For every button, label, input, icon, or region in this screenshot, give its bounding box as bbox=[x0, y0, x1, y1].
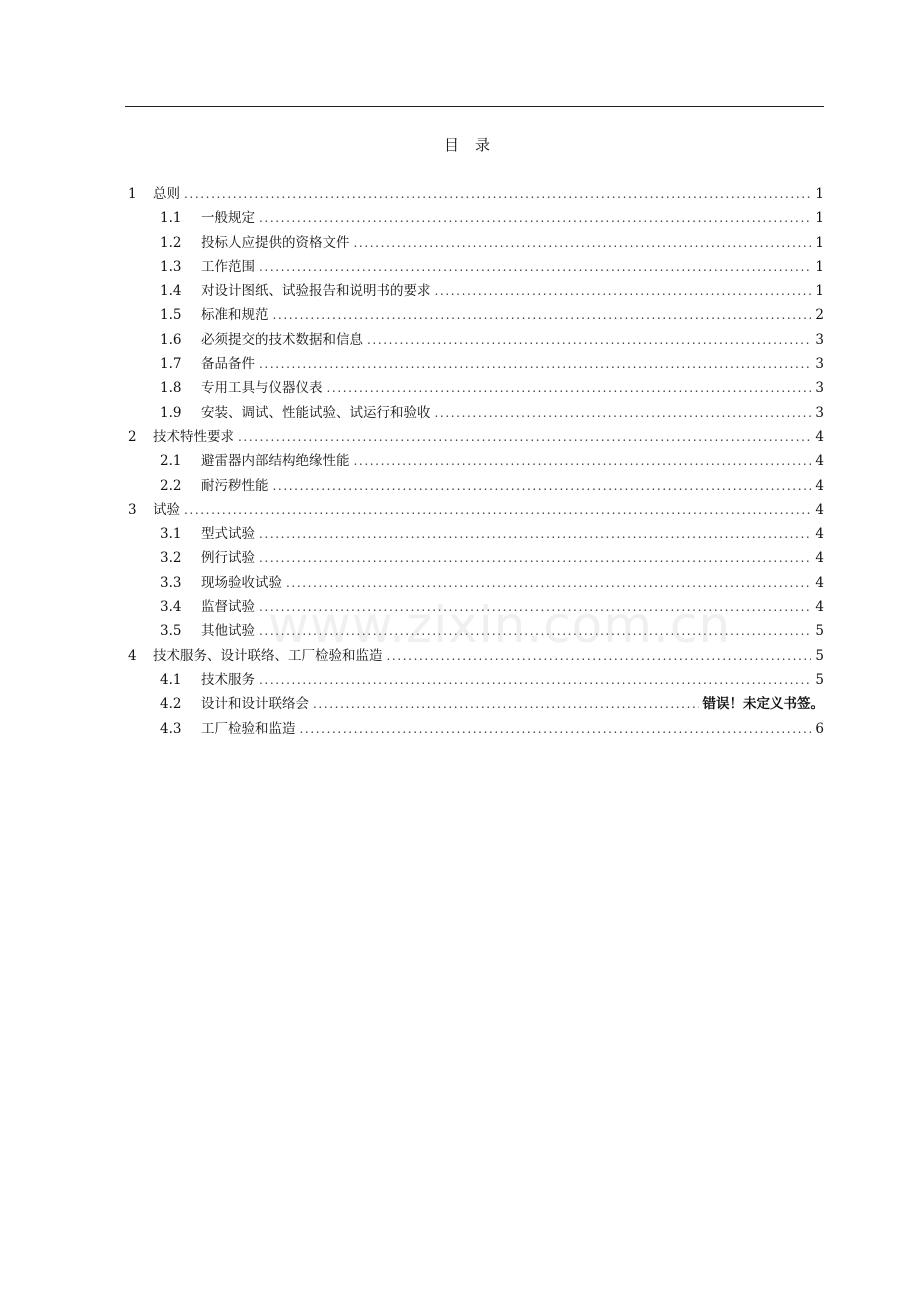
toc-entry[interactable] bbox=[125, 425, 824, 449]
toc-entry-page: 2 bbox=[815, 307, 824, 324]
toc-leader-dots bbox=[259, 668, 811, 692]
toc-leader-dots bbox=[259, 619, 811, 643]
toc-entry-number: 3.1 bbox=[160, 526, 182, 543]
toc-entry-page: 1 bbox=[815, 186, 824, 202]
toc-entry-page: 1 bbox=[815, 283, 824, 300]
toc-leader-dots bbox=[259, 546, 811, 570]
toc-entry[interactable] bbox=[125, 717, 824, 741]
toc-leader-dots bbox=[259, 522, 811, 546]
table-of-contents bbox=[125, 182, 824, 741]
toc-leader-dots bbox=[184, 182, 811, 206]
toc-entry-number: 4 bbox=[128, 647, 137, 664]
toc-leader-dots bbox=[259, 352, 811, 376]
toc-entry-page: 4 bbox=[815, 526, 824, 543]
toc-leader-dots bbox=[354, 231, 812, 255]
toc-leader-dots bbox=[435, 401, 812, 425]
toc-entry[interactable] bbox=[125, 401, 824, 425]
toc-entry-page: 3 bbox=[815, 404, 824, 421]
toc-entry[interactable] bbox=[125, 644, 824, 668]
toc-entry-title: 设计和设计联络会 bbox=[201, 696, 309, 713]
toc-entry-title: 工作范围 bbox=[201, 258, 255, 275]
toc-entry-title: 现场验收试验 bbox=[201, 574, 282, 591]
toc-entry-title: 例行试验 bbox=[201, 550, 255, 567]
toc-entry-page: 4 bbox=[815, 501, 824, 518]
toc-leader-dots bbox=[238, 425, 811, 449]
toc-entry[interactable] bbox=[125, 692, 824, 716]
toc-entry-page: 3 bbox=[815, 331, 824, 348]
toc-entry[interactable] bbox=[125, 231, 824, 255]
toc-entry-page-error: 错误！未定义书签。 bbox=[702, 696, 824, 713]
toc-entry-title: 总则 bbox=[153, 186, 180, 202]
toc-entry-page: 4 bbox=[815, 599, 824, 616]
toc-leader-dots bbox=[259, 206, 811, 230]
toc-entry-title: 耐污秽性能 bbox=[201, 477, 269, 494]
toc-entry-title: 技术服务 bbox=[201, 671, 255, 688]
toc-entry-title: 其他试验 bbox=[201, 623, 255, 640]
toc-leader-dots bbox=[184, 498, 811, 522]
toc-entry-title: 对设计图纸、试验报告和说明书的要求 bbox=[201, 283, 431, 300]
toc-entry[interactable] bbox=[125, 303, 824, 327]
toc-entry[interactable] bbox=[125, 352, 824, 376]
toc-leader-dots bbox=[259, 255, 811, 279]
toc-entry-page: 3 bbox=[815, 356, 824, 373]
toc-entry-title: 安装、调试、性能试验、试运行和验收 bbox=[201, 404, 431, 421]
toc-entry-number: 2 bbox=[128, 428, 137, 445]
toc-entry[interactable] bbox=[125, 595, 824, 619]
toc-entry[interactable] bbox=[125, 668, 824, 692]
toc-entry[interactable] bbox=[125, 498, 824, 522]
toc-leader-dots bbox=[367, 328, 811, 352]
toc-leader-dots bbox=[313, 692, 699, 716]
toc-leader-dots bbox=[435, 279, 812, 303]
toc-entry-number: 1.9 bbox=[160, 404, 182, 421]
toc-entry[interactable] bbox=[125, 474, 824, 498]
toc-entry-page: 1 bbox=[815, 234, 824, 251]
toc-entry-number: 1.2 bbox=[160, 234, 182, 251]
toc-leader-dots bbox=[300, 717, 812, 741]
toc-entry-number: 3.3 bbox=[160, 574, 182, 591]
toc-entry[interactable] bbox=[125, 376, 824, 400]
toc-entry-page: 1 bbox=[815, 258, 824, 275]
toc-entry-number: 4.3 bbox=[160, 720, 182, 737]
toc-leader-dots bbox=[354, 449, 812, 473]
toc-entry-title: 试验 bbox=[153, 501, 180, 518]
toc-entry-page: 6 bbox=[815, 720, 824, 737]
toc-entry[interactable] bbox=[125, 206, 824, 230]
toc-entry-title: 技术服务、设计联络、工厂检验和监造 bbox=[153, 647, 383, 664]
toc-entry-title: 投标人应提供的资格文件 bbox=[201, 234, 350, 251]
toc-entry-number: 3.2 bbox=[160, 550, 182, 567]
toc-entry-title: 技术特性要求 bbox=[153, 428, 234, 445]
toc-entry[interactable] bbox=[125, 571, 824, 595]
toc-entry[interactable] bbox=[125, 522, 824, 546]
toc-leader-dots bbox=[286, 571, 811, 595]
toc-entry-title: 监督试验 bbox=[201, 599, 255, 616]
toc-entry-title: 必须提交的技术数据和信息 bbox=[201, 331, 363, 348]
toc-entry-number: 1.3 bbox=[160, 258, 182, 275]
toc-entry-number: 1.6 bbox=[160, 331, 182, 348]
toc-entry-number: 3.4 bbox=[160, 599, 182, 616]
toc-title: 目录 bbox=[443, 136, 506, 154]
toc-entry[interactable] bbox=[125, 546, 824, 570]
toc-entry-page: 5 bbox=[815, 671, 824, 688]
toc-entry-page: 3 bbox=[815, 380, 824, 397]
toc-leader-dots bbox=[387, 644, 812, 668]
toc-entry-number: 2.1 bbox=[160, 453, 182, 470]
toc-entry-number: 1.8 bbox=[160, 380, 182, 397]
toc-entry[interactable] bbox=[125, 619, 824, 643]
toc-entry-title: 标准和规范 bbox=[201, 307, 269, 324]
toc-entry-page: 4 bbox=[815, 428, 824, 445]
toc-entry-page: 4 bbox=[815, 550, 824, 567]
toc-leader-dots bbox=[259, 595, 811, 619]
toc-entry-number: 2.2 bbox=[160, 477, 182, 494]
toc-leader-dots bbox=[273, 303, 812, 327]
toc-entry-title: 型式试验 bbox=[201, 526, 255, 543]
watermark: www.zixin.com.cn bbox=[268, 596, 732, 654]
toc-entry-page: 5 bbox=[815, 647, 824, 664]
toc-leader-dots bbox=[273, 474, 812, 498]
toc-entry[interactable] bbox=[125, 182, 824, 206]
toc-entry-title: 避雷器内部结构绝缘性能 bbox=[201, 453, 350, 470]
toc-entry-page: 4 bbox=[815, 477, 824, 494]
header-rule bbox=[125, 106, 824, 107]
toc-entry-page: 4 bbox=[815, 574, 824, 591]
toc-entry-number: 1.1 bbox=[160, 210, 182, 227]
toc-entry-page: 5 bbox=[815, 623, 824, 640]
toc-entry-number: 1 bbox=[128, 186, 137, 202]
toc-entry-number: 4.1 bbox=[160, 671, 182, 688]
toc-entry[interactable] bbox=[125, 255, 824, 279]
toc-entry-number: 4.2 bbox=[160, 696, 182, 713]
toc-entry-number: 1.4 bbox=[160, 283, 182, 300]
toc-entry[interactable] bbox=[125, 328, 824, 352]
toc-entry-page: 4 bbox=[815, 453, 824, 470]
toc-leader-dots bbox=[327, 376, 812, 400]
toc-entry-page: 1 bbox=[815, 210, 824, 227]
toc-entry-title: 备品备件 bbox=[201, 356, 255, 373]
toc-entry[interactable] bbox=[125, 449, 824, 473]
toc-entry-number: 1.7 bbox=[160, 356, 182, 373]
toc-entry-number: 1.5 bbox=[160, 307, 182, 324]
toc-entry-title: 专用工具与仪器仪表 bbox=[201, 380, 323, 397]
toc-entry-title: 工厂检验和监造 bbox=[201, 720, 296, 737]
toc-entry-title: 一般规定 bbox=[201, 210, 255, 227]
toc-entry-number: 3.5 bbox=[160, 623, 182, 640]
toc-entry[interactable] bbox=[125, 279, 824, 303]
toc-entry-number: 3 bbox=[128, 501, 137, 518]
